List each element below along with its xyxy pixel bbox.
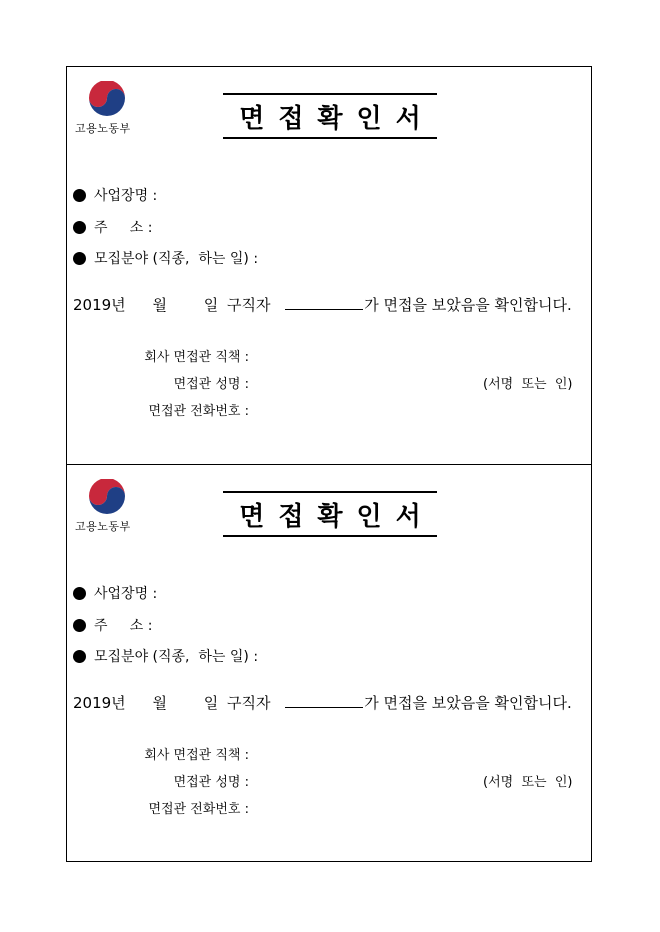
phone-row [79,400,249,419]
company-name-label: 사업장명 : [94,188,158,204]
ministry-name: 고용노동부 [75,520,131,533]
form-title: 면접확인서 [239,501,435,532]
year-text: 2019년 [73,296,126,314]
title-box [223,93,437,139]
form-title: 면접확인서 [239,103,435,134]
interviewer-phone-label: 면접관 전화번호 : [148,802,249,817]
ministry-logo [75,81,141,136]
confirmation-sentence [73,294,572,315]
interviewer-name-label: 면접관 성명 : [173,775,249,790]
seeker-name-blank [285,295,363,310]
confirmation-rest: 가 면접을 보았음을 확인합니다. [364,296,572,314]
month-text: 월 [152,694,167,712]
bullet-icon [73,221,86,234]
bullet-icon [73,252,86,265]
taegeuk-logo-icon [85,479,131,515]
position-row [79,744,249,763]
sign-note: (서명 또는 인) [483,377,573,392]
confirmation-rest: 가 면접을 보았음을 확인합니다. [364,694,572,712]
bullet-icon [73,587,86,600]
day-text: 일 [203,694,219,712]
address-label: 주 소 : [94,618,153,634]
job-label: 모집분야 (직종, 하는 일) : [94,649,259,665]
month-text: 월 [152,296,167,314]
company-name-label: 사업장명 : [94,586,158,602]
ministry-name: 고용노동부 [75,122,131,135]
bullet-icon [73,650,86,663]
interviewer-phone-label: 면접관 전화번호 : [148,404,249,419]
title-box [223,491,437,537]
address-field [73,217,152,237]
seeker-name-blank [285,693,363,708]
interviewer-position-label: 회사 면접관 직책 : [144,748,249,763]
seeker-text: 구직자 [227,694,271,712]
name-row [79,373,249,392]
interviewer-name-label: 면접관 성명 : [173,377,249,392]
confirmation-sentence [73,692,572,713]
ministry-logo [75,479,141,534]
interview-confirmation-form-top [66,66,592,465]
name-row [79,771,249,790]
bullet-icon [73,619,86,632]
bullet-icon [73,189,86,202]
company-name-field [73,185,157,205]
position-row [79,346,249,365]
day-text: 일 [203,296,219,314]
job-field [73,248,258,268]
address-label: 주 소 : [94,220,153,236]
sign-note: (서명 또는 인) [483,775,573,790]
year-text: 2019년 [73,694,126,712]
interview-confirmation-form-bottom [66,464,592,862]
company-name-field [73,583,157,603]
job-label: 모집분야 (직종, 하는 일) : [94,251,259,267]
job-field [73,646,258,666]
seeker-text: 구직자 [227,296,271,314]
phone-row [79,798,249,817]
address-field [73,615,152,635]
interviewer-position-label: 회사 면접관 직책 : [144,350,249,365]
taegeuk-logo-icon [85,81,131,117]
